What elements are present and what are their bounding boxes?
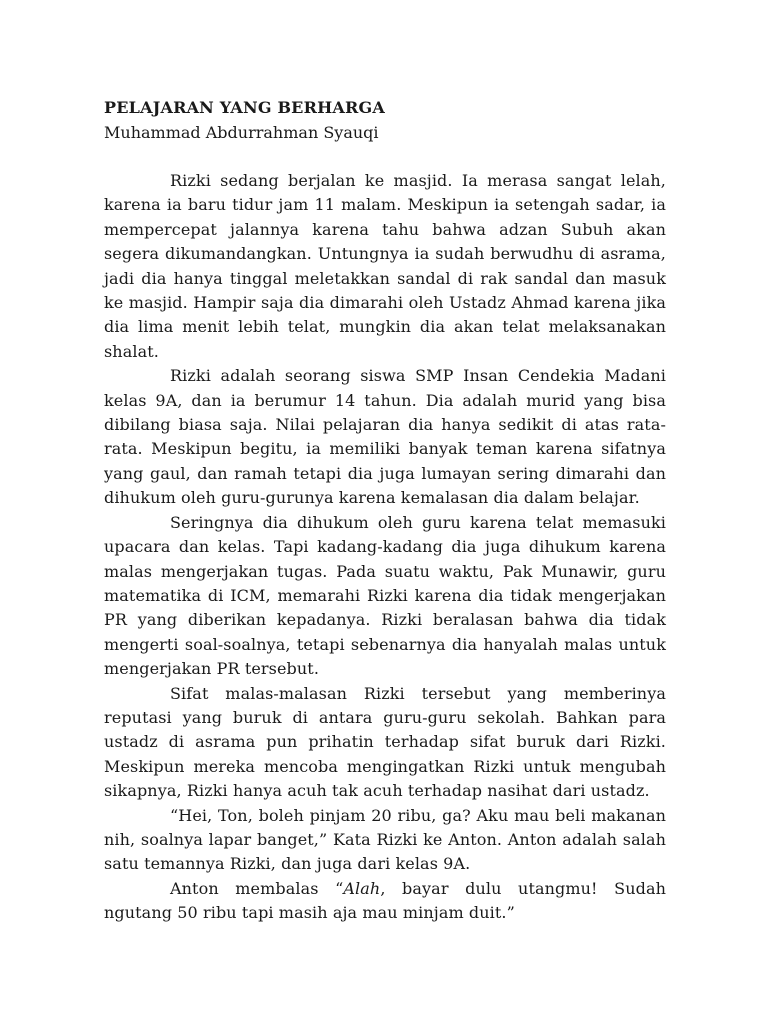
paragraph-6-text-before: Anton membalas “ <box>170 878 344 898</box>
paragraph-6 <box>104 877 666 926</box>
document-page <box>104 95 666 926</box>
paragraph-5: “Hei, Ton, boleh pinjam 20 ribu, ga? Aku mau beli makanan nih, soalnya lapar banget,” Kata Rizki ke Anton. Anton adalah salah satu temannya Rizki, dan juga dari kelas 9A. <box>104 805 666 874</box>
paragraph-6-italic-word: Alah <box>343 878 381 898</box>
paragraph-2: Rizki adalah seorang siswa SMP Insan Cendekia Madani kelas 9A, dan ia berumur 14 tahun. Dia adalah murid yang bisa dibilang biasa saja. Nilai pelajaran dia hanya sedikit di atas rata-rata. Meskipun begitu, ia memiliki banyak teman karena sifatnya yang gaul, dan ramah tetapi dia juga lumayan sering dimarahi dan dihukum oleh guru-gurunya karena kemalasan dia dalam belajar. <box>104 366 666 508</box>
paragraph-3: Seringnya dia dihukum oleh guru karena telat memasuki upacara dan kelas. Tapi kadang-kadang dia juga dihukum karena malas mengerjakan tugas. Pada suatu waktu, Pak Munawir, guru matematika di ICM, memarahi Rizki karena dia tidak mengerjakan PR yang diberikan kepadanya. Rizki beralasan bahwa dia tidak mengerti soal-soalnya, tetapi sebenarnya dia hanyalah malas untuk mengerjakan PR tersebut. <box>104 512 666 679</box>
document-title: PELAJARAN YANG BERHARGA <box>104 98 385 117</box>
paragraph-4: Sifat malas-malasan Rizki tersebut yang memberinya reputasi yang buruk di antara guru-guru sekolah. Bahkan para ustadz di asrama pun prihatin terhadap sifat buruk dari Rizki. Meskipun mereka mencoba mengingatkan Rizki untuk mengubah sikapnya, Rizki hanya acuh tak acuh terhadap nasihat dari ustadz. <box>104 683 666 801</box>
paragraph-6-text-after: , bayar dulu utangmu! Sudah ngutang 50 ribu tapi masih aja mau minjam duit.” <box>104 878 666 923</box>
document-author: Muhammad Abdurrahman Syauqi <box>104 123 379 142</box>
paragraph-1: Rizki sedang berjalan ke masjid. Ia merasa sangat lelah, karena ia baru tidur jam 11 malam. Meskipun ia setengah sadar, ia mempercepat jalannya karena tahu bahwa adzan Subuh akan segera dikumandangkan. Untungnya ia sudah berwudhu di asrama, jadi dia hanya tinggal meletakkan sandal di rak sandal dan masuk ke masjid. Hampir saja dia dimarahi oleh Ustadz Ahmad karena jika dia lima menit lebih telat, mungkin dia akan telat melaksanakan shalat. <box>104 171 666 361</box>
